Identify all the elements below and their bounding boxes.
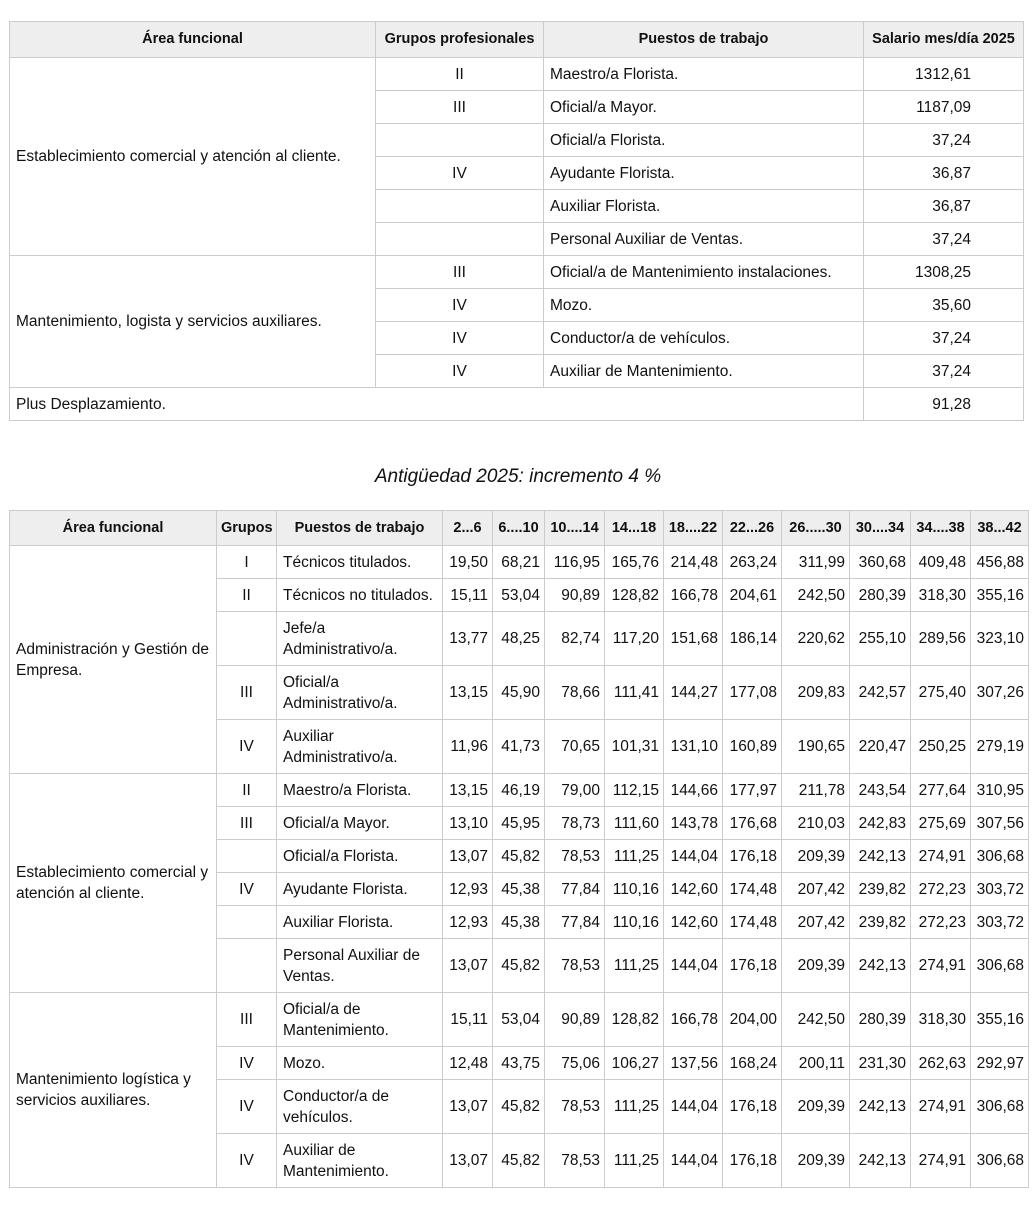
value-cell: 360,68 [850, 546, 911, 579]
grupo-cell: IV [217, 1134, 277, 1188]
puesto-cell: Mozo. [277, 1047, 443, 1080]
grupo-cell: III [217, 666, 277, 720]
value-cell: 160,89 [723, 720, 782, 774]
value-cell: 165,76 [605, 546, 664, 579]
value-cell: 355,16 [971, 993, 1029, 1047]
value-cell: 207,42 [782, 906, 850, 939]
area-cell: Mantenimiento logística y servicios auxiliares. [10, 993, 217, 1188]
grupo-cell: III [217, 807, 277, 840]
seniority-table-body [10, 546, 1029, 1188]
value-cell: 292,97 [971, 1047, 1029, 1080]
value-cell: 166,78 [664, 993, 723, 1047]
header-area-funcional: Área funcional [10, 511, 217, 546]
value-cell: 78,53 [545, 939, 605, 993]
value-cell: 128,82 [605, 993, 664, 1047]
value-cell: 275,69 [911, 807, 971, 840]
salario-cell: 37,24 [864, 223, 1024, 256]
value-cell: 15,11 [443, 993, 493, 1047]
value-cell: 409,48 [911, 546, 971, 579]
value-cell: 70,65 [545, 720, 605, 774]
grupo-cell: IV [376, 289, 544, 322]
value-cell: 78,73 [545, 807, 605, 840]
value-cell: 176,18 [723, 939, 782, 993]
puesto-cell: Maestro/a Florista. [544, 58, 864, 91]
value-cell: 204,00 [723, 993, 782, 1047]
value-cell: 176,18 [723, 1134, 782, 1188]
value-cell: 112,15 [605, 774, 664, 807]
value-cell: 210,03 [782, 807, 850, 840]
value-cell: 214,48 [664, 546, 723, 579]
value-cell: 242,13 [850, 840, 911, 873]
header-grupos-profesionales: Grupos profesionales [376, 22, 544, 58]
value-cell: 255,10 [850, 612, 911, 666]
area-cell: Establecimiento comercial y atención al cliente. [10, 774, 217, 993]
value-cell: 144,04 [664, 939, 723, 993]
header-range: 18....22 [664, 511, 723, 546]
value-cell: 128,82 [605, 579, 664, 612]
puesto-cell: Conductor/a de vehículos. [544, 322, 864, 355]
value-cell: 12,93 [443, 873, 493, 906]
value-cell: 111,25 [605, 1080, 664, 1134]
value-cell: 263,24 [723, 546, 782, 579]
value-cell: 262,63 [911, 1047, 971, 1080]
grupo-cell: IV [217, 1080, 277, 1134]
value-cell: 318,30 [911, 579, 971, 612]
value-cell: 176,18 [723, 1080, 782, 1134]
value-cell: 13,07 [443, 939, 493, 993]
value-cell: 78,53 [545, 1134, 605, 1188]
value-cell: 116,95 [545, 546, 605, 579]
salario-cell: 37,24 [864, 355, 1024, 388]
value-cell: 323,10 [971, 612, 1029, 666]
value-cell: 19,50 [443, 546, 493, 579]
header-range: 10....14 [545, 511, 605, 546]
header-range: 30....34 [850, 511, 911, 546]
value-cell: 274,91 [911, 1080, 971, 1134]
value-cell: 68,21 [493, 546, 545, 579]
grupo-cell: IV [217, 720, 277, 774]
area-cell: Mantenimiento, logista y servicios auxiliares. [10, 256, 376, 388]
table-row [10, 546, 1029, 579]
grupo-cell [217, 612, 277, 666]
value-cell: 144,66 [664, 774, 723, 807]
table-row [10, 993, 1029, 1047]
header-salario: Salario mes/día 2025 [864, 22, 1024, 58]
header-range: 6....10 [493, 511, 545, 546]
value-cell: 220,62 [782, 612, 850, 666]
value-cell: 137,56 [664, 1047, 723, 1080]
puesto-cell: Oficial/a Administrativo/a. [277, 666, 443, 720]
value-cell: 250,25 [911, 720, 971, 774]
value-cell: 110,16 [605, 906, 664, 939]
grupo-cell [376, 190, 544, 223]
value-cell: 45,90 [493, 666, 545, 720]
salario-cell: 36,87 [864, 190, 1024, 223]
value-cell: 186,14 [723, 612, 782, 666]
header-puestos-de-trabajo: Puestos de trabajo [277, 511, 443, 546]
value-cell: 142,60 [664, 873, 723, 906]
value-cell: 78,66 [545, 666, 605, 720]
table-row [10, 774, 1029, 807]
value-cell: 209,39 [782, 840, 850, 873]
value-cell: 303,72 [971, 873, 1029, 906]
value-cell: 239,82 [850, 873, 911, 906]
value-cell: 211,78 [782, 774, 850, 807]
value-cell: 318,30 [911, 993, 971, 1047]
value-cell: 243,54 [850, 774, 911, 807]
value-cell: 78,53 [545, 1080, 605, 1134]
value-cell: 242,50 [782, 579, 850, 612]
puesto-cell: Auxiliar Administrativo/a. [277, 720, 443, 774]
grupo-cell: II [217, 774, 277, 807]
value-cell: 53,04 [493, 579, 545, 612]
value-cell: 151,68 [664, 612, 723, 666]
value-cell: 242,50 [782, 993, 850, 1047]
value-cell: 117,20 [605, 612, 664, 666]
puesto-cell: Oficial/a Mayor. [544, 91, 864, 124]
value-cell: 274,91 [911, 939, 971, 993]
grupo-cell [217, 906, 277, 939]
grupo-cell [376, 124, 544, 157]
value-cell: 45,82 [493, 1080, 545, 1134]
value-cell: 13,10 [443, 807, 493, 840]
grupo-cell: II [376, 58, 544, 91]
value-cell: 311,99 [782, 546, 850, 579]
value-cell: 111,41 [605, 666, 664, 720]
header-range: 2...6 [443, 511, 493, 546]
value-cell: 307,56 [971, 807, 1029, 840]
value-cell: 142,60 [664, 906, 723, 939]
value-cell: 90,89 [545, 993, 605, 1047]
value-cell: 166,78 [664, 579, 723, 612]
value-cell: 53,04 [493, 993, 545, 1047]
value-cell: 272,23 [911, 873, 971, 906]
header-range: 34....38 [911, 511, 971, 546]
salario-cell: 36,87 [864, 157, 1024, 190]
grupo-cell: III [376, 256, 544, 289]
header-range: 22...26 [723, 511, 782, 546]
value-cell: 77,84 [545, 906, 605, 939]
value-cell: 11,96 [443, 720, 493, 774]
value-cell: 131,10 [664, 720, 723, 774]
grupo-cell [217, 939, 277, 993]
value-cell: 306,68 [971, 1134, 1029, 1188]
value-cell: 45,95 [493, 807, 545, 840]
value-cell: 242,13 [850, 1080, 911, 1134]
grupo-cell [376, 223, 544, 256]
value-cell: 15,11 [443, 579, 493, 612]
value-cell: 48,25 [493, 612, 545, 666]
header-area-funcional: Área funcional [10, 22, 376, 58]
salario-cell: 35,60 [864, 289, 1024, 322]
salario-cell: 1308,25 [864, 256, 1024, 289]
value-cell: 274,91 [911, 840, 971, 873]
value-cell: 355,16 [971, 579, 1029, 612]
value-cell: 143,78 [664, 807, 723, 840]
value-cell: 310,95 [971, 774, 1029, 807]
value-cell: 45,82 [493, 1134, 545, 1188]
value-cell: 13,07 [443, 840, 493, 873]
value-cell: 13,07 [443, 1134, 493, 1188]
value-cell: 190,65 [782, 720, 850, 774]
value-cell: 242,13 [850, 1134, 911, 1188]
value-cell: 306,68 [971, 939, 1029, 993]
value-cell: 209,39 [782, 1134, 850, 1188]
value-cell: 242,13 [850, 939, 911, 993]
puesto-cell: Oficial/a de Mantenimiento. [277, 993, 443, 1047]
value-cell: 144,04 [664, 1080, 723, 1134]
value-cell: 111,60 [605, 807, 664, 840]
value-cell: 13,15 [443, 666, 493, 720]
grupo-cell: II [217, 579, 277, 612]
value-cell: 272,23 [911, 906, 971, 939]
area-cell: Establecimiento comercial y atención al cliente. [10, 58, 376, 256]
value-cell: 207,42 [782, 873, 850, 906]
seniority-table [9, 510, 1029, 1188]
puesto-cell: Oficial/a Mayor. [277, 807, 443, 840]
value-cell: 106,27 [605, 1047, 664, 1080]
value-cell: 456,88 [971, 546, 1029, 579]
puesto-cell: Auxiliar de Mantenimiento. [277, 1134, 443, 1188]
salario-cell: 37,24 [864, 124, 1024, 157]
value-cell: 303,72 [971, 906, 1029, 939]
value-cell: 13,07 [443, 1080, 493, 1134]
puesto-cell: Oficial/a Florista. [544, 124, 864, 157]
value-cell: 177,97 [723, 774, 782, 807]
area-cell: Administración y Gestión de Empresa. [10, 546, 217, 774]
value-cell: 177,08 [723, 666, 782, 720]
puesto-cell: Auxiliar de Mantenimiento. [544, 355, 864, 388]
puesto-cell: Mozo. [544, 289, 864, 322]
grupo-cell: III [217, 993, 277, 1047]
puesto-cell: Oficial/a de Mantenimiento instalaciones. [544, 256, 864, 289]
puesto-cell: Técnicos titulados. [277, 546, 443, 579]
header-range: 38...42 [971, 511, 1029, 546]
value-cell: 231,30 [850, 1047, 911, 1080]
value-cell: 176,68 [723, 807, 782, 840]
value-cell: 82,74 [545, 612, 605, 666]
value-cell: 220,47 [850, 720, 911, 774]
value-cell: 13,15 [443, 774, 493, 807]
value-cell: 12,93 [443, 906, 493, 939]
value-cell: 174,48 [723, 873, 782, 906]
value-cell: 43,75 [493, 1047, 545, 1080]
puesto-cell: Maestro/a Florista. [277, 774, 443, 807]
puesto-cell: Técnicos no titulados. [277, 579, 443, 612]
puesto-cell: Auxiliar Florista. [277, 906, 443, 939]
value-cell: 307,26 [971, 666, 1029, 720]
header-range: 26.....30 [782, 511, 850, 546]
value-cell: 306,68 [971, 1080, 1029, 1134]
grupo-cell: IV [217, 1047, 277, 1080]
value-cell: 75,06 [545, 1047, 605, 1080]
plus-desplazamiento-row [10, 388, 1024, 421]
value-cell: 144,27 [664, 666, 723, 720]
value-cell: 144,04 [664, 1134, 723, 1188]
value-cell: 45,82 [493, 840, 545, 873]
grupo-cell: IV [376, 157, 544, 190]
value-cell: 41,73 [493, 720, 545, 774]
grupo-cell: IV [376, 322, 544, 355]
puesto-cell: Auxiliar Florista. [544, 190, 864, 223]
header-grupos: Grupos [217, 511, 277, 546]
value-cell: 209,39 [782, 1080, 850, 1134]
value-cell: 111,25 [605, 840, 664, 873]
value-cell: 209,39 [782, 939, 850, 993]
value-cell: 13,77 [443, 612, 493, 666]
value-cell: 78,53 [545, 840, 605, 873]
grupo-cell: III [376, 91, 544, 124]
header-puestos-de-trabajo: Puestos de trabajo [544, 22, 864, 58]
puesto-cell: Personal Auxiliar de Ventas. [277, 939, 443, 993]
value-cell: 12,48 [443, 1047, 493, 1080]
puesto-cell: Conductor/a de vehículos. [277, 1080, 443, 1134]
value-cell: 306,68 [971, 840, 1029, 873]
seniority-caption: Antigüedad 2025: incremento 4 % [374, 466, 662, 487]
puesto-cell: Jefe/a Administrativo/a. [277, 612, 443, 666]
value-cell: 280,39 [850, 993, 911, 1047]
puesto-cell: Ayudante Florista. [544, 157, 864, 190]
value-cell: 77,84 [545, 873, 605, 906]
table-row [10, 256, 1024, 289]
value-cell: 200,11 [782, 1047, 850, 1080]
header-range: 14...18 [605, 511, 664, 546]
plus-label: Plus Desplazamiento. [10, 388, 864, 421]
value-cell: 239,82 [850, 906, 911, 939]
value-cell: 242,57 [850, 666, 911, 720]
value-cell: 204,61 [723, 579, 782, 612]
seniority-header-row [10, 511, 1029, 546]
value-cell: 45,82 [493, 939, 545, 993]
plus-value: 91,28 [864, 388, 1024, 421]
value-cell: 45,38 [493, 873, 545, 906]
table-row [10, 58, 1024, 91]
value-cell: 275,40 [911, 666, 971, 720]
value-cell: 209,83 [782, 666, 850, 720]
value-cell: 111,25 [605, 939, 664, 993]
puesto-cell: Ayudante Florista. [277, 873, 443, 906]
value-cell: 110,16 [605, 873, 664, 906]
value-cell: 79,00 [545, 774, 605, 807]
value-cell: 168,24 [723, 1047, 782, 1080]
grupo-cell: IV [376, 355, 544, 388]
value-cell: 280,39 [850, 579, 911, 612]
value-cell: 274,91 [911, 1134, 971, 1188]
grupo-cell: IV [217, 873, 277, 906]
salary-table [9, 21, 1024, 421]
value-cell: 242,83 [850, 807, 911, 840]
value-cell: 90,89 [545, 579, 605, 612]
puesto-cell: Oficial/a Florista. [277, 840, 443, 873]
salario-cell: 1187,09 [864, 91, 1024, 124]
grupo-cell: I [217, 546, 277, 579]
salario-cell: 1312,61 [864, 58, 1024, 91]
value-cell: 46,19 [493, 774, 545, 807]
puesto-cell: Personal Auxiliar de Ventas. [544, 223, 864, 256]
value-cell: 176,18 [723, 840, 782, 873]
value-cell: 101,31 [605, 720, 664, 774]
value-cell: 45,38 [493, 906, 545, 939]
value-cell: 144,04 [664, 840, 723, 873]
value-cell: 174,48 [723, 906, 782, 939]
salary-table-header-row [10, 22, 1024, 58]
value-cell: 111,25 [605, 1134, 664, 1188]
grupo-cell [217, 840, 277, 873]
value-cell: 279,19 [971, 720, 1029, 774]
value-cell: 289,56 [911, 612, 971, 666]
salario-cell: 37,24 [864, 322, 1024, 355]
value-cell: 277,64 [911, 774, 971, 807]
